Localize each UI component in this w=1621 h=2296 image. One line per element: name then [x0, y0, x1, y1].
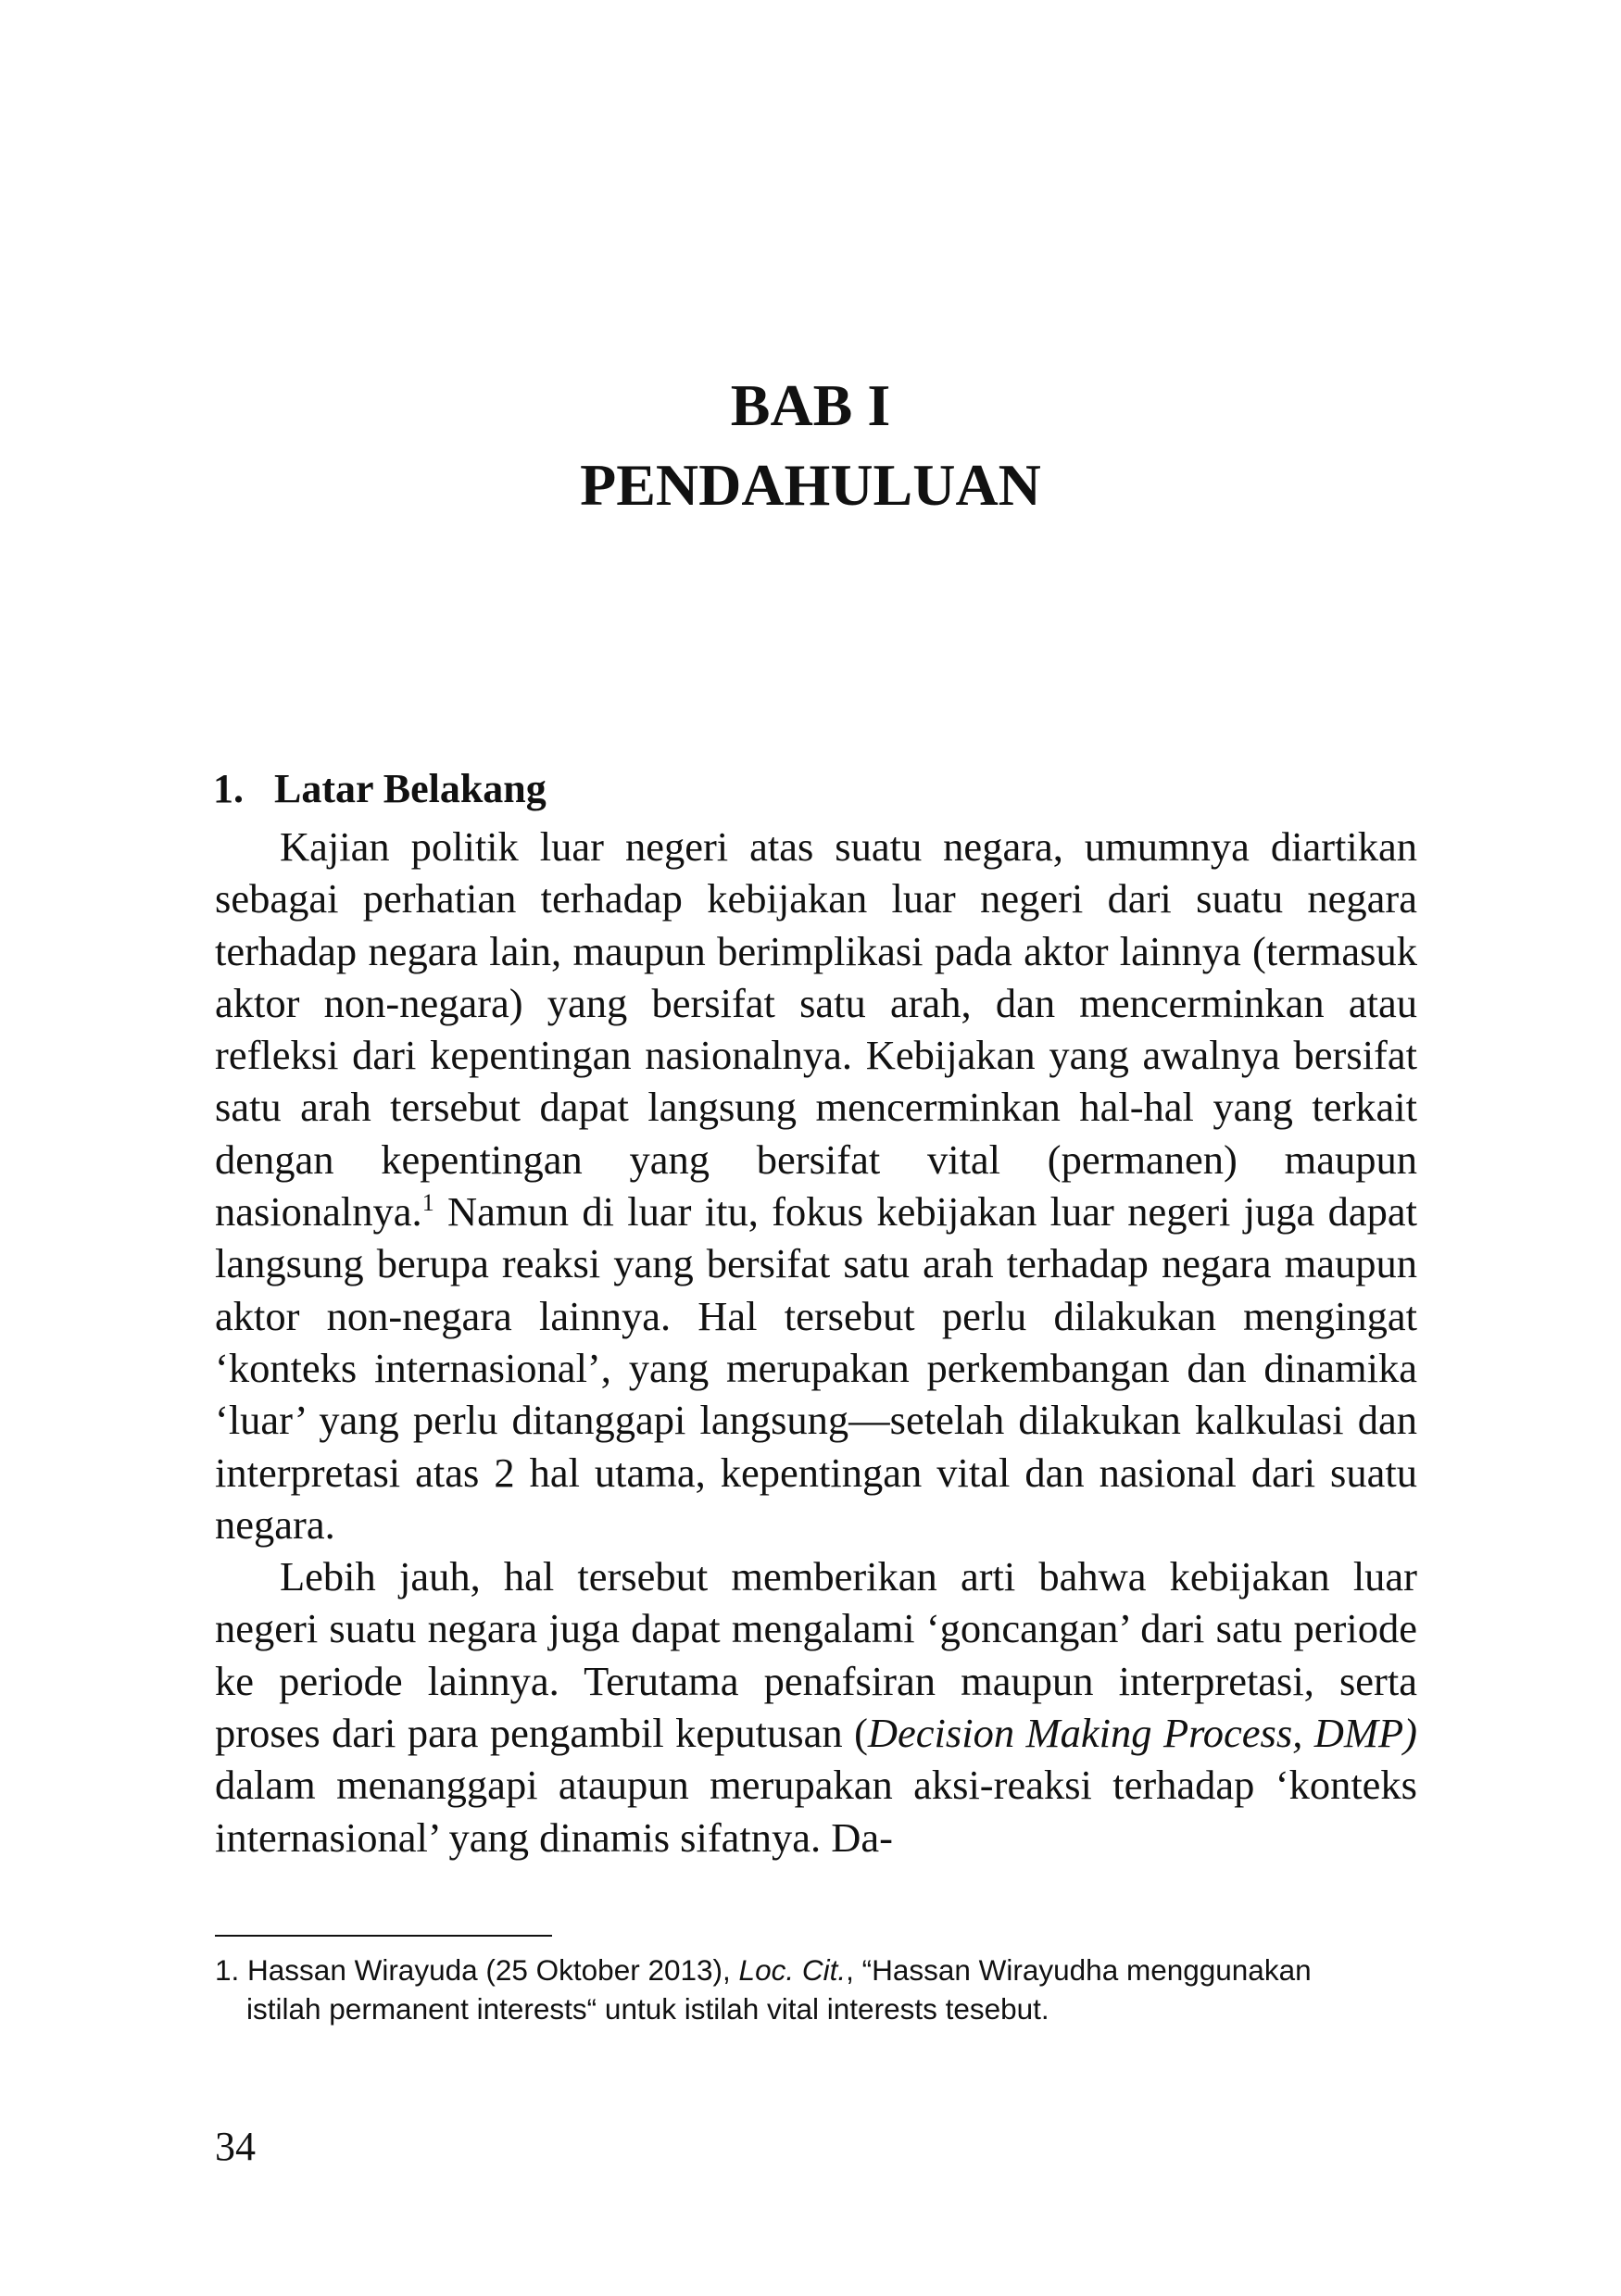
page-number: 34 [215, 2124, 256, 2169]
chapter-number: BAB I [730, 372, 891, 438]
chapter-heading [0, 366, 1621, 525]
paragraph-1-text-continued: Namun di luar itu, fokus kebijakan luar negeri juga dapat langsung berupa reaksi yang bersifat satu arah terhadap negara maupun aktor non-negara lainnya. Hal tersebut perlu dilakukan mengingat ‘konteks internasional’, yang merupakan perkembangan dan dinamika ‘luar’ yang perlu ditanggapi langsung—setelah dilakukan kalkulasi dan interpretasi atas 2 hal utama, kepentingan vital dan nasional dari suatu negara. [215, 1188, 1417, 1548]
footnote-text: Hassan Wirayuda (25 Oktober 2013), [239, 1953, 739, 1987]
footnote-text-continued: , “Hassan Wirayudha menggunakan [846, 1953, 1312, 1987]
footnote-number: 1. [215, 1953, 240, 1987]
footnote-italic: Loc. Cit. [738, 1953, 847, 1987]
footnote-divider [215, 1935, 552, 1937]
section-number: 1. [213, 766, 244, 811]
paragraph-2-text: Lebih jauh, hal tersebut memberikan arti bahwa kebijakan luar negeri suatu negara juga dapat mengalami ‘goncangan’ dari satu periode ke periode lainnya. Terutama penafsiran maupun interpretasi, serta proses dari para pengambil keputusan ( [215, 1553, 1417, 1757]
footnote-reference: 1 [421, 1189, 434, 1217]
section-title: Latar Belakang [274, 766, 547, 811]
footnote [215, 1951, 1428, 2028]
chapter-title: PENDAHULUAN [580, 452, 1041, 518]
paragraph-2-text-continued: dalam menanggapi ataupun merupakan aksi-reaksi terhadap ‘konteks internasional’ yang dinamis sifatnya. Da- [215, 1762, 1417, 1861]
paragraph-1 [215, 821, 1417, 1550]
footnote-line-2: istilah permanent interests“ untuk istilah vital interests tesebut. [246, 1992, 1049, 2026]
paragraph-2-italic-term: Decision Making Process, DMP) [867, 1710, 1417, 1757]
paragraph-1-text: Kajian politik luar negeri atas suatu negara, umumnya diartikan sebagai perhatian terhadap kebijakan luar negeri dari suatu negara terhadap negara lain, maupun berimplikasi pada aktor lainnya (termasuk aktor non-negara) yang bersifat satu arah, dan mencerminkan atau refleksi dari kepentingan nasionalnya. Kebijakan yang awalnya bersifat satu arah tersebut dapat langsung mencerminkan hal-hal yang terkait dengan kepentingan yang bersifat vital (permanen) maupun nasionalnya. [215, 823, 1417, 1236]
paragraph-2 [215, 1550, 1417, 1863]
body-text [215, 821, 1417, 1863]
section-heading [213, 761, 547, 817]
